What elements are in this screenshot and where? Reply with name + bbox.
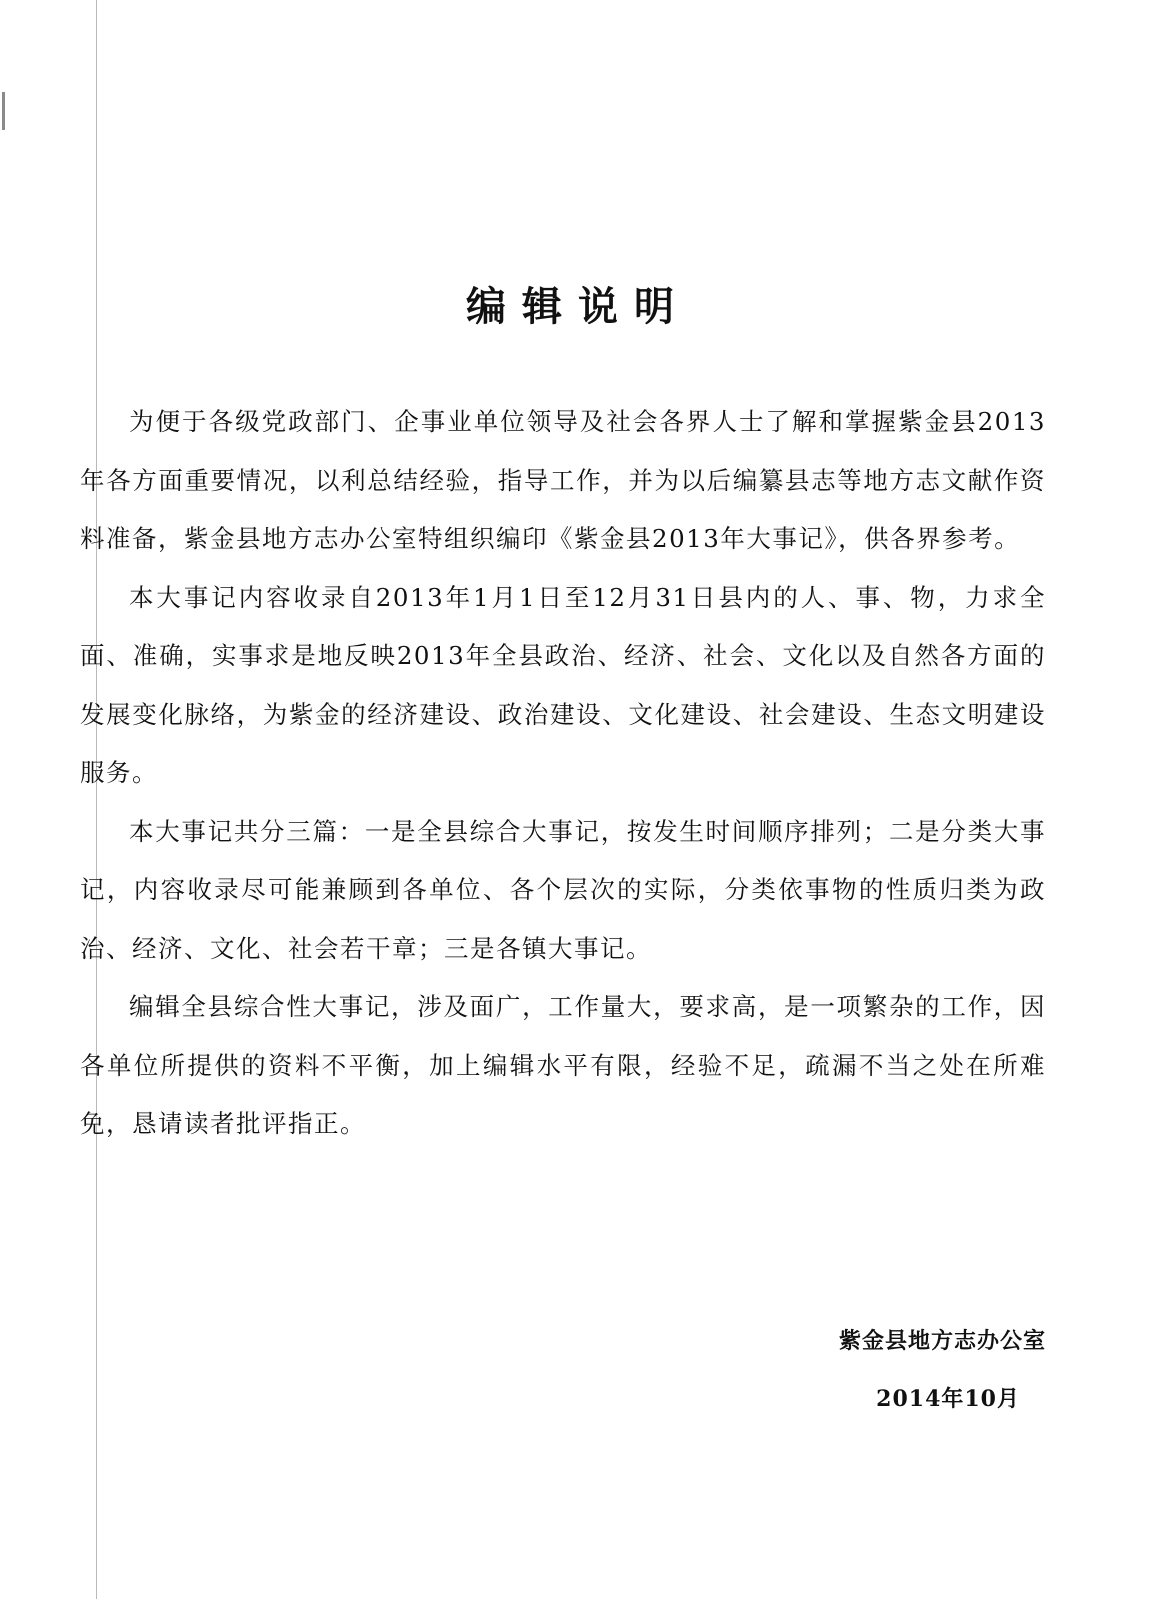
paragraph-purpose: 为便于各级党政部门、企事业单位领导及社会各界人士了解和掌握紫金县2013年各方面重要情况，以利总结经验，指导工作，并为以后编纂县志等地方志文献作资料准备，紫金县地方志办公室特组织编印《紫金县2013年大事记》，供各界参考。 bbox=[80, 407, 1046, 553]
document-body bbox=[80, 393, 1046, 1154]
signature-date: 2014年10月 bbox=[876, 1386, 1020, 1412]
page-title: 编辑说明 bbox=[466, 284, 690, 330]
paragraph-structure: 本大事记共分三篇：一是全县综合大事记，按发生时间顺序排列；二是分类大事记，内容收录尽可能兼顾到各单位、各个层次的实际，分类依事物的性质归类为政治、经济、文化、社会若干章；三是各镇大事记。 bbox=[80, 816, 1046, 963]
scan-edge-mark bbox=[2, 92, 5, 130]
paragraph-disclaimer: 编辑全县综合性大事记，涉及面广，工作量大，要求高，是一项繁杂的工作，因各单位所提供的资料不平衡，加上编辑水平有限，经验不足，疏漏不当之处在所难免，恳请读者批评指正。 bbox=[80, 992, 1046, 1138]
signature-organization: 紫金县地方志办公室 bbox=[838, 1328, 1046, 1354]
paragraph-scope: 本大事记内容收录自2013年1月1日至12月31日县内的人、事、物，力求全面、准确，实事求是地反映2013年全县政治、经济、社会、文化以及自然各方面的发展变化脉络，为紫金的经济建设、政治建设、文化建设、社会建设、生态文明建设服务。 bbox=[80, 582, 1046, 787]
